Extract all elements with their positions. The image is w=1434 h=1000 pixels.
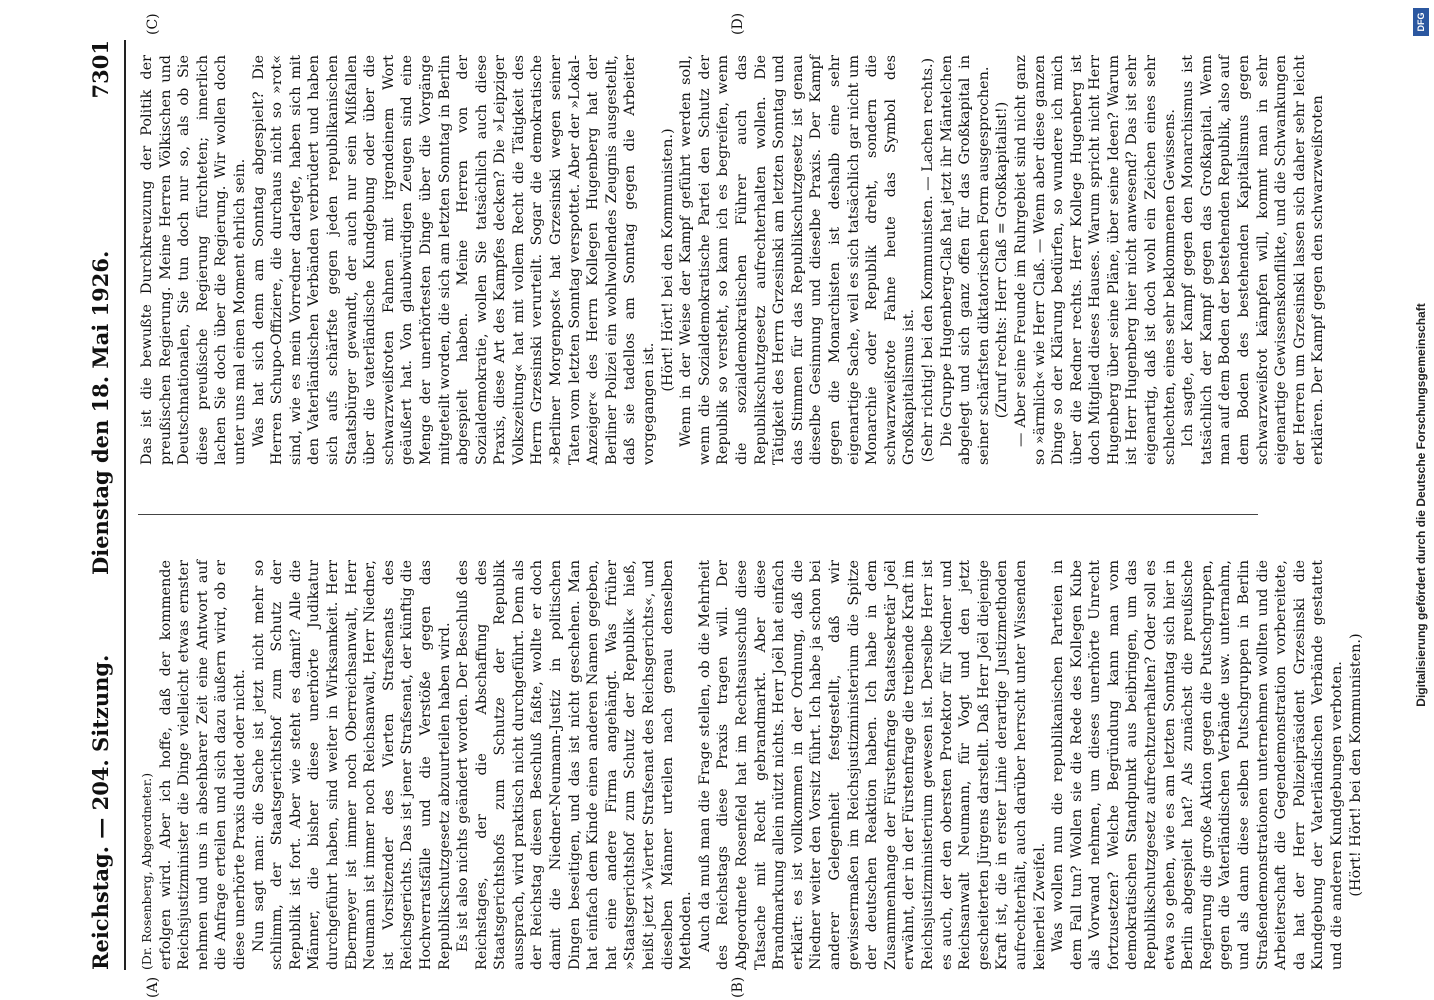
paragraph: Auch da muß man die Frage stellen, ob die Mehrheit des Reichstags diese Praxis tragen will. Der Abgeordnete Rosenfeld hat im Rechtsausschuß diese Tatsache mit Recht gebrandmarkt. Aber diese Brandmarkung allein nützt nichts. Herr Joël hat einfach erklärt: es ist vollkommen in der Ordnung, daß die Niedner weiter den Vorsitz führt. Ich habe ja schon bei anderer Gelegenheit festgestellt, daß wir gewissermaßen im Reichsjustizministerium die Spitze der deutschen Reaktion haben. Ich habe in dem Zusammenhange der Fürstenfrage Staatssekretär Joël erwähnt, der in der Fürstenfrage die treibende Kraft im Reichsjustizministerium gewesen ist. Derselbe Herr ist es auch, der den obersten Protektor für Niedner und Reichsanwalt Neumann, für Vogt und den jetzt gescheiterten Jürgens darstellt. Daß Herr Joël diejenige Kraft ist, die in erster Linie derartige Justizmethoden aufrechterhält, auch darüber herrscht unter Wissenden keinerlei Zweifel. (696, 560, 1048, 970)
paragraph: Das ist die bewußte Durchkreuzung der Politik der preußischen Regierung. Meine Herren Völkischen und Deutschnationalen, Sie tun doch nur so, als ob Sie diese preußische Regierung fürchteten; innerlich lachen Sie doch über die Regierung. Wir wollen doch unter uns mal einen Moment ehrlich sein. (139, 55, 248, 465)
speaker-line: (Dr. Rosenberg, Abgeordneter.) (139, 772, 154, 970)
column-right (138, 55, 1327, 465)
interjection: (Sehr richtig! bei den Kommunisten. — Lachen rechts.) (919, 57, 936, 463)
dfg-logo: DFG (1413, 8, 1429, 36)
paragraph: Es ist also nichts geändert worden. Der Beschluß des Reichstages, der die Abschaffung des Staatsgerichtshofs zum Schutze der Republik aussprach, wird praktisch nicht durchgeführt. Denn als der Reichstag diesen Beschluß faßte, wollte er doch damit die Niedner-Neumann-Justiz in politischen Dingen beseitigen, und das ist nicht geschehen. Man hat einfach dem Kinde einen anderen Namen gegeben, hat eine andere Firma angehängt. Was früher »Staatsgerichtshof zum Schutz der Republik« hieß, heißt jetzt »Vierter Strafsenat des Reichsgerichts«, und dieselben Männer urteilen nach genau denselben Methoden. (455, 560, 695, 970)
margin-mark-a: (A) (145, 976, 161, 998)
paragraph: — Aber seine Freunde im Ruhrgebiet sind nicht ganz so »ärmlich« wie Herr Claß. — Wenn aber diese ganzen Dinge so der Klärung bedürfen, so wundere ich mich über die Redner rechts. Herr Kollege Hugenberg ist doch Mitglied dieses Hauses. Warum spricht nicht Herr Hugenberg über seine Pläne, über seine Ideen? Warum ist Herr Hugenberg hier nicht anwesend? Das ist sehr eigenartig, daß ist doch wohl ein Zeichen eines sehr schlechten, eines sehr beklommenen Gewissens. (1012, 55, 1178, 465)
paragraph: Nun sagt man: die Sache ist jetzt nicht mehr so schlimm, der Staatsgerichtshof zum Schutz der Republik ist fort. Aber wie steht es damit? Alle die Männer, die bisher diese unerhörte Judikatur durchgeführt haben, sind weiter in Wirksamkeit. Herr Ebermeyer ist immer noch Oberreichsanwalt, Herr Neumann ist immer noch Reichsanwalt, Herr Niedner, ist Vorsitzender des Vierten Strafsenats des Reichsgerichts. Das ist jener Strafsenat, der künftig die Hochverratsfälle und die Verstöße gegen das Republikschutzgesetz abzuurteilen haben wird. (250, 560, 453, 970)
paragraph: Die Gruppe Hugenberg-Claß hat jetzt ihr Mäntelchen abgelegt und sich ganz offen für das Großkapital in seiner schärfsten diktatorischen Form ausgesprochen. (938, 55, 992, 465)
paragraph: Was wollen nun die republikanischen Parteien in dem Fall tun? Wollen sie die Rede des Kollegen Kube als Vorwand nehmen, um dieses unerhörte Unrecht fortzusetzen? Welche Begründung kann man vom demokratischen Standpunkt aus beibringen, um das Republikschutzgesetz aufrechtzuerhalten? Oder soll es etwa so gehen, wie es am letzten Sonntag sich hier in Berlin abgespielt hat? Als zunächst die preußische Regierung die große Aktion gegen die Putschgruppen, gegen die Vaterländischen Verbände usw. unternahm, und als dann diese selben Putschgruppen in Berlin Straßendemonstrationen unternehmen wollten und die Arbeiterschaft die Gegendemonstration vorbereitete, da hat der Herr Polizeipräsident Grzesinski die Kundgebung der Vaterländischen Verbände gestattet und die anderen Kundgebungen verboten. (1050, 560, 1345, 970)
page-header (88, 40, 126, 970)
column-left (138, 560, 1364, 970)
interjection: (Zuruf rechts: Herr Claß = Großkapitalist!) (994, 101, 1011, 419)
paragraph: Wenn in der Weise der Kampf geführt werden soll, wenn die Sozialdemokratische Partei den Schutz der Republik so versteht, so kann ich es begreifen, wenn die sozialdemokratischen Führer auch das Republikschutzgesetz aufrechterhalten wollen. Die Tätigkeit des Herrn Grzesinski am letzten Sonntag und das Stimmen für das Republikschutzgesetz ist genau dieselbe Gesinnung und dieselbe Praxis. Der Kampf gegen die Monarchisten ist deshalb eine sehr eigenartige Sache, weil es sich tatsächlich gar nicht um Monarchie oder Republik dreht, sondern die schwarzweißrote Fahne heute das Symbol des Großkapitalismus ist. (678, 55, 918, 465)
column-divider (138, 514, 1258, 515)
newspaper-page (60, 12, 1364, 998)
paragraph: Was hat sich denn am Sonntag abgespielt? Die Herren Schupo-Offiziere, die durchaus nicht so »rot« sind, wie es mein Vorredner darlegte, haben sich mit den Vaterländischen Verbänden verbrüdert und haben sich aufs schärfste gegen jeden republikanischen Staatsbürger gewandt, der auch nur sein Mißfallen über die vaterländische Kundgebung oder über die schwarzweißroten Fahnen mit irgendeinem Wort geäußert hat. Von glaubwürdigen Zeugen sind eine Menge der unerhörtesten Dinge über die Vorgänge mitgeteilt worden, die sich am letzten Sonntag in Berlin abgespielt haben. Meine Herren von der Sozialdemokratie, wollen Sie tatsächlich auch diese Praxis, diese Art des Kampfes decken? Die »Leipziger Volkszeitung« hat mit vollem Recht die Tätigkeit des Herrn Grzesinski verurteilt. Sogar die demokratische »Berliner Morgenpost« hat Grzesinski wegen seiner Taten vom letzten Sonntag verspottet. Aber der »Lokal-Anzeiger« des Herrn Kollegen Hugenberg hat der Berliner Polizei ein wohlwollendes Zeugnis ausgestellt, daß sie tadellos am Sonntag gegen die Arbeiter vorgegangen ist. (250, 55, 658, 465)
paragraph: Ich sagte, der Kampf gegen den Monarchismus ist tatsächlich der Kampf gegen das Großkapital. Wenn man auf dem Boden der bestehenden Republik, also auf dem Boden des bestehenden Kapitalismus gegen schwarzweißrot kämpfen will, kommt man in sehr eigenartige Gewissenskonflikte, und die Schwankungen der Herren um Grzesinski lassen sich daher sehr leicht erklären. Der Kampf gegen den schwarzweißroten (1180, 55, 1327, 465)
margin-mark-b: (B) (730, 976, 746, 998)
digitization-credit: Digitalisierung gefördert durch die Deutsche Forschungsgemeinschaft (1414, 303, 1428, 707)
header-center: Dienstag den 18. Mai 1926. (88, 250, 113, 575)
interjection: (Hört! Hört! bei den Kommunisten.) (1347, 633, 1364, 897)
paragraph: erfolgen wird. Aber ich hoffe, daß der kommende Reichsjustizminister die Dinge vielleicht etwas ernster nehmen und uns in absehbarer Zeit eine Antwort auf die Anfrage erteilen und sich dazu äußern wird, ob er diese unerhörte Praxis duldet oder nicht. (157, 560, 248, 970)
margin-mark-c: (C) (145, 13, 161, 35)
interjection: (Hört! Hört! bei den Kommunisten.) (659, 128, 676, 392)
margin-mark-d: (D) (730, 12, 746, 35)
header-left: Reichstag. — 204. Sitzung. (88, 654, 113, 970)
page-number: 7301 (88, 40, 113, 99)
